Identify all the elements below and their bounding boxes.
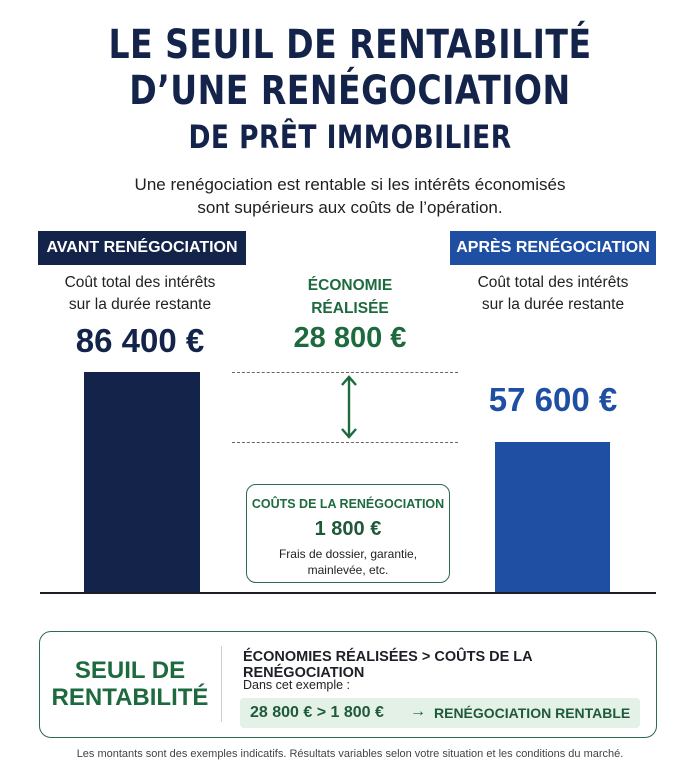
savings-bottom-dashed-line (232, 442, 458, 443)
savings-label-line-1: ÉCONOMIE (307, 277, 393, 294)
before-description-line-1: Coût total des intérêts (64, 274, 216, 291)
after-bar (495, 442, 610, 593)
title-line-1: LE SEUIL DE RENTABILITÉ (108, 22, 592, 68)
subtitle-line-2: sont supérieurs aux coûts de l’opération. (197, 198, 503, 217)
costs-value: 1 800 € (314, 518, 382, 540)
savings-top-dashed-line (232, 372, 458, 373)
baseline (40, 592, 656, 594)
title-line-2: D’UNE RENÉGOCIATION (129, 68, 571, 114)
double-headed-vertical-arrow-icon (337, 374, 361, 440)
before-description-line-2: sur la durée restante (68, 296, 212, 313)
savings-value: 28 800 € (293, 322, 407, 354)
title-line-3: DE PRÊT IMMOBILIER (188, 118, 512, 156)
before-value: 86 400 € (75, 322, 205, 359)
after-description-line-2: sur la durée restante (481, 296, 625, 313)
costs-detail-line-2: mainlevée, etc. (307, 563, 389, 577)
before-bar (84, 372, 200, 593)
right-arrow-icon: → (410, 703, 426, 720)
subtitle-line-1: Une renégociation est rentable si les intérêts économisés (134, 175, 566, 194)
savings-label-line-2: RÉALISÉE (311, 300, 389, 317)
result-comparison: 28 800 € > 1 800 € (250, 704, 384, 721)
after-label: APRÈS RENÉGOCIATION (450, 231, 656, 265)
break-even-box (39, 631, 657, 738)
break-even-title-line-2: RENTABILITÉ (51, 684, 209, 711)
example-label: Dans cet exemple : (243, 678, 350, 692)
result-verdict: RENÉGOCIATION RENTABLE (434, 705, 631, 721)
break-even-condition: ÉCONOMIES RÉALISÉES > COÛTS DE LA RENÉGOCIATION (243, 649, 533, 681)
costs-detail-line-1: Frais de dossier, garantie, (278, 547, 418, 561)
costs-title: COÛTS DE LA RENÉGOCIATION (251, 497, 445, 511)
after-description-line-1: Coût total des intérêts (477, 274, 629, 291)
after-value: 57 600 € (488, 381, 618, 418)
result-highlight (240, 698, 640, 728)
break-even-divider (221, 646, 222, 722)
before-label: AVANT RENÉGOCIATION (38, 231, 246, 265)
break-even-title-line-1: SEUIL DE (74, 657, 186, 684)
renegotiation-costs-box (246, 484, 450, 583)
footnote: Les montants sont des exemples indicatifs. Résultats variables selon votre situation et les conditions du marché. (76, 748, 624, 760)
